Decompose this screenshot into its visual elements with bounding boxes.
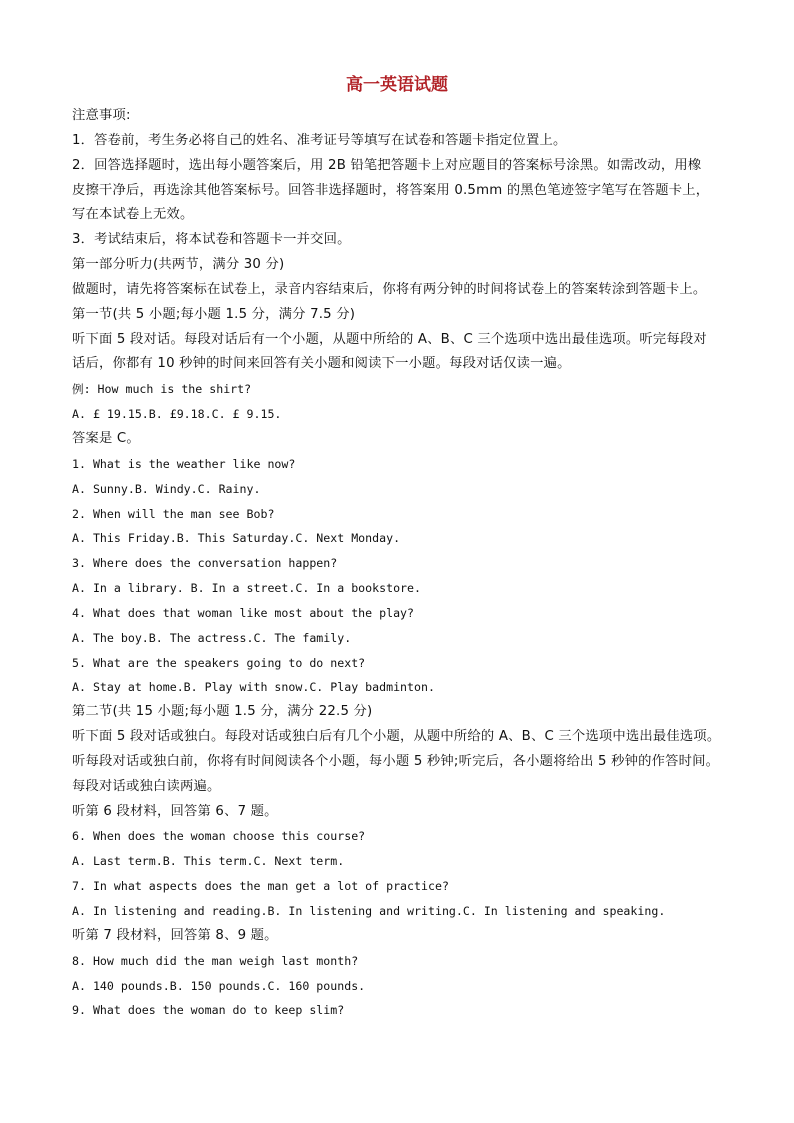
text-line: 8. How much did the man weigh last month? xyxy=(72,953,359,968)
text-line: A. Sunny.B. Windy.C. Rainy. xyxy=(72,481,261,496)
text-line: A. In a library. B. In a street.C. In a bookstore. xyxy=(72,581,422,596)
text-line: 皮擦干净后，再选涂其他答案标号。回答非选择题时，将答案用 0.5mm 的黑色笔迹签字笔写在答题卡上， xyxy=(72,182,710,198)
text-line: 听第 6 段材料，回答第 6、7 题。 xyxy=(72,803,278,819)
text-line: A. This Friday.B. This Saturday.C. Next Monday. xyxy=(72,531,401,546)
text-line: 第一部分听力(共两节，满分 30 分) xyxy=(72,257,285,273)
text-line: 3. Where does the conversation happen? xyxy=(72,556,338,571)
text-line: 5. What are the speakers going to do next? xyxy=(72,655,366,670)
text-line: A. £ 19.15.B. £9.18.C. £ 9.15. xyxy=(72,407,282,422)
text-line: A. The boy.B. The actress.C. The family. xyxy=(72,630,352,645)
text-line: 答案是 C。 xyxy=(72,430,140,446)
text-line: 9. What does the woman do to keep slim? xyxy=(72,1003,345,1018)
text-line: 7. In what aspects does the man get a lot of practice? xyxy=(72,879,449,894)
text-line: 第二节(共 15 小题;每小题 1.5 分，满分 22.5 分) xyxy=(72,704,373,720)
text-line: 写在本试卷上无效。 xyxy=(72,207,194,223)
text-line: A. 140 pounds.B. 150 pounds.C. 160 pounds. xyxy=(72,978,366,993)
text-line: 3．考试结束后，将本试卷和答题卡一并交回。 xyxy=(72,232,351,248)
text-line: 听下面 5 段对话。每段对话后有一个小题，从题中所给的 A、B、C 三个选项中选出最佳选项。听完每段对 xyxy=(72,331,707,347)
text-line: 1．答卷前，考生务必将自己的姓名、准考证号等填写在试卷和答题卡指定位置上。 xyxy=(72,132,567,148)
text-line: 听下面 5 段对话或独白。每段对话或独白后有几个小题，从题中所给的 A、B、C 三个选项中选出最佳选项。 xyxy=(72,729,721,745)
text-line: 话后，你都有 10 秒钟的时间来回答有关小题和阅读下一小题。每段对话仅读一遍。 xyxy=(72,356,571,372)
exam-content xyxy=(72,104,732,1023)
text-line: 例: How much is the shirt? xyxy=(72,382,252,397)
text-line: 2．回答选择题时，选出每小题答案后，用 2B 铅笔把答题卡上对应题目的答案标号涂黑。如需改动，用橡 xyxy=(72,157,702,173)
text-line: 注意事项: xyxy=(72,108,131,123)
text-line: A. In listening and reading.B. In listening and writing.C. In listening and speaking. xyxy=(72,904,666,918)
text-line: 4. What does that woman like most about the play? xyxy=(72,605,415,620)
text-line: 做题时，请先将答案标在试卷上，录音内容结束后，你将有两分钟的时间将试卷上的答案转涂到答题卡上。 xyxy=(72,281,707,297)
text-line: 2. When will the man see Bob? xyxy=(72,506,275,521)
text-line: A. Last term.B. This term.C. Next term. xyxy=(72,854,345,869)
text-line: A. Stay at home.B. Play with snow.C. Play badminton. xyxy=(72,680,435,695)
text-line: 每段对话或独白读两遍。 xyxy=(72,778,221,794)
page-title: 高一英语试题 xyxy=(346,75,448,95)
text-line: 听每段对话或独白前，你将有时间阅读各个小题，每小题 5 秒钟;听完后，各小题将给出 5 秒钟的作答时间。 xyxy=(72,753,720,769)
text-line: 6. When does the woman choose this course? xyxy=(72,829,366,844)
text-line: 第一节(共 5 小题;每小题 1.5 分，满分 7.5 分) xyxy=(72,306,356,322)
text-line: 1. What is the weather like now? xyxy=(72,456,296,471)
text-line: 听第 7 段材料，回答第 8、9 题。 xyxy=(72,927,278,943)
